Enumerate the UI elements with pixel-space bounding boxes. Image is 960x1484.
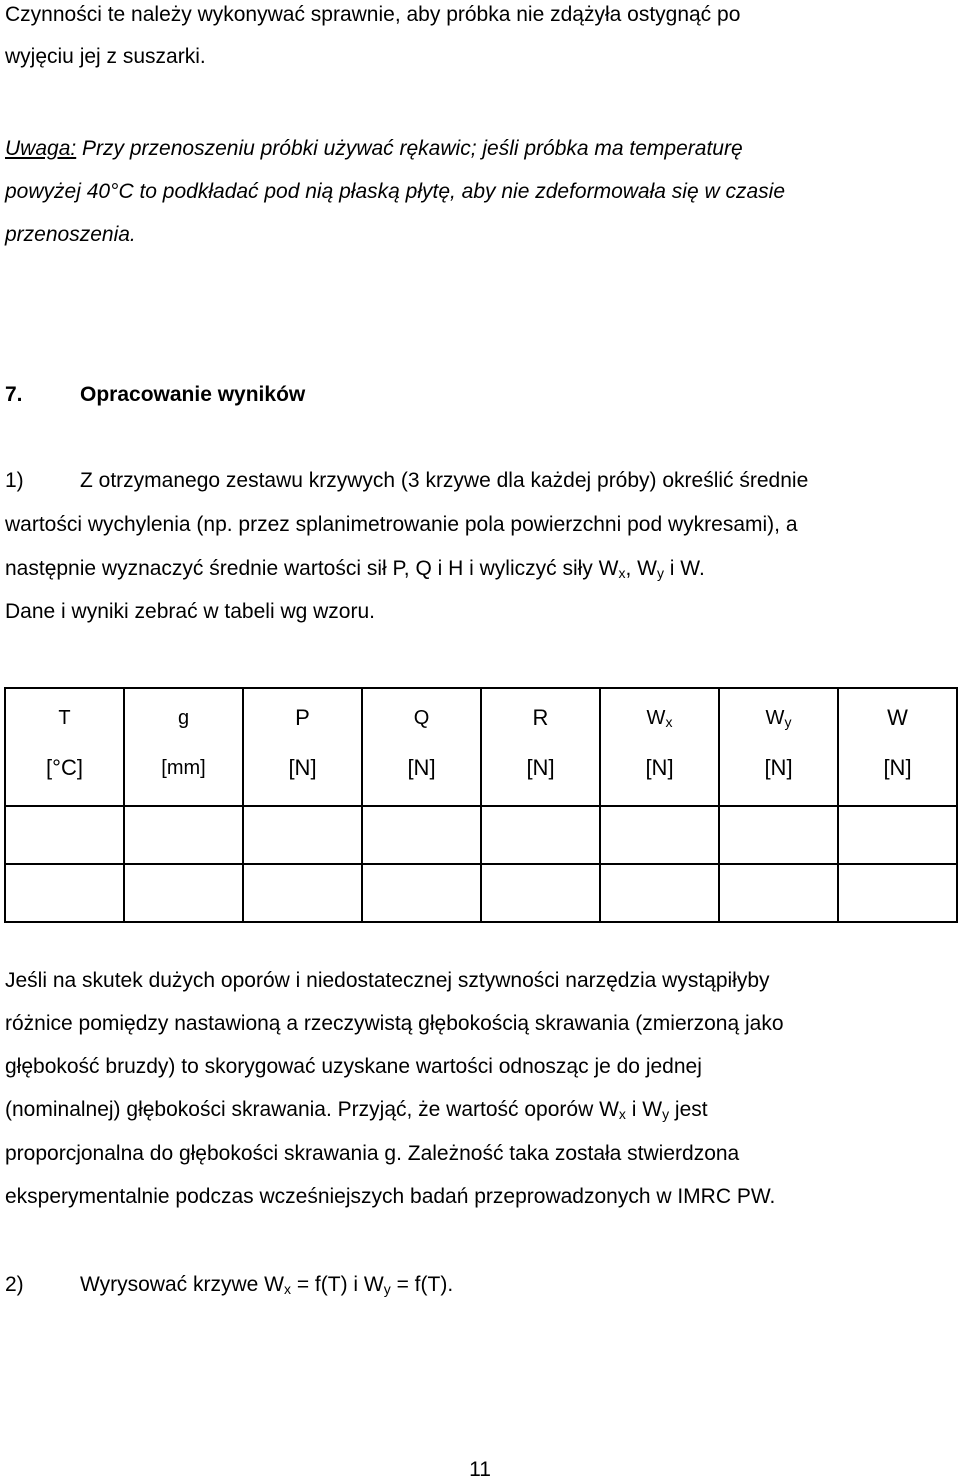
note-line-3: przenoszenia. (5, 223, 136, 246)
column-unit: [N] (764, 755, 793, 780)
column-symbol: P (295, 705, 310, 730)
paragraph2-line-3: głębokość bruzdy) to skorygować uzyskane wartości odnosząc je do jednej (5, 1055, 702, 1078)
column-unit: [N] (288, 755, 317, 780)
paragraph2-line-4-mid: i W (625, 1098, 663, 1121)
table-row (5, 806, 957, 864)
table-header-row (5, 688, 957, 806)
column-unit: [N] (883, 755, 912, 780)
table-cell (5, 864, 124, 922)
note-line-1 (5, 134, 743, 164)
note-line-1-text: Przy przenoszeniu próbki używać rękawic; jeśli próbka ma temperaturę (76, 137, 743, 160)
table-cell (124, 806, 243, 864)
column-symbol-letter: W (646, 707, 666, 729)
column-header-Wy (719, 688, 838, 806)
column-unit: [N] (526, 755, 555, 780)
column-header-W (838, 688, 957, 806)
table-cell (600, 864, 719, 922)
intro-line-2: wyjęciu jej z suszarki. (5, 45, 206, 68)
table-row (5, 864, 957, 922)
column-header-P (243, 688, 362, 806)
table-cell (838, 864, 957, 922)
column-symbol: g (177, 707, 190, 729)
column-symbol: Q (413, 707, 430, 729)
table-cell (600, 806, 719, 864)
step1-line-2: wartości wychylenia (np. przez splanimetrowanie pola powierzchni pod wykresami), a (5, 513, 798, 536)
column-symbol-sub: x (665, 714, 673, 730)
step2-text-post: = f(T). (390, 1273, 454, 1296)
column-unit: [N] (407, 755, 436, 780)
table-cell (124, 864, 243, 922)
paragraph2-line-4-pre: (nominalnej) głębokości skrawania. Przyjąć, że wartość oporów W (5, 1098, 619, 1121)
step1-line-3-pre: następnie wyznaczyć średnie wartości sił P, Q i H i wyliczyć siły W (5, 557, 619, 580)
column-symbol: R (532, 705, 549, 730)
paragraph2-line-1: Jeśli na skutek dużych oporów i niedostatecznej sztywności narzędzia wystąpiłyby (5, 969, 770, 992)
column-symbol (601, 703, 718, 733)
paragraph2-sub-x: x (618, 1106, 626, 1122)
paragraph2-line-2: różnice pomiędzy nastawioną a rzeczywistą głębokością skrawania (zmierzoną jako (5, 1012, 784, 1035)
step1-line-3-mid: , W (625, 557, 657, 580)
step1-sub-x: x (618, 565, 626, 581)
column-header-Wx (600, 688, 719, 806)
step2-text-pre: Wyrysować krzywe W (80, 1273, 284, 1296)
table-cell (481, 864, 600, 922)
table-cell (243, 864, 362, 922)
table-cell (243, 806, 362, 864)
section-number: 7. (5, 383, 23, 406)
table-cell (5, 806, 124, 864)
column-symbol (720, 703, 837, 733)
table-cell (838, 806, 957, 864)
column-unit: [°C] (46, 755, 83, 780)
step2-text-mid: = f(T) i W (290, 1273, 384, 1296)
note-label: Uwaga: (5, 137, 77, 160)
column-symbol: T (58, 707, 71, 729)
column-symbol-letter: W (765, 707, 785, 729)
paragraph2-line-4 (5, 1095, 708, 1125)
table-cell (481, 806, 600, 864)
paragraph2-line-4-post: jest (669, 1098, 708, 1121)
step1-line-3 (5, 554, 705, 584)
paragraph2-line-6: eksperymentalnie podczas wcześniejszych badań przeprowadzonych w IMRC PW. (5, 1185, 776, 1208)
table-cell (719, 806, 838, 864)
step2-number: 2) (5, 1273, 24, 1296)
step1-line-3-post: i W. (663, 557, 705, 580)
column-unit: [N] (645, 755, 674, 780)
step1-sub-y: y (656, 565, 664, 581)
table-cell (362, 806, 481, 864)
column-header-g (124, 688, 243, 806)
column-symbol-sub: y (784, 714, 792, 730)
page-number: 11 (469, 1458, 491, 1481)
column-header-Q (362, 688, 481, 806)
column-unit: [mm] (161, 757, 206, 779)
step1-number: 1) (5, 469, 24, 492)
step1-line-4: Dane i wyniki zebrać w tabeli wg wzoru. (5, 600, 375, 623)
results-table (4, 687, 958, 923)
section-title: Opracowanie wyników (80, 383, 306, 406)
column-header-R (481, 688, 600, 806)
paragraph2-line-5: proporcjonalna do głębokości skrawania g. Zależność taka została stwierdzona (5, 1142, 740, 1165)
paragraph2-sub-y: y (662, 1106, 670, 1122)
intro-line-1: Czynności te należy wykonywać sprawnie, aby próbka nie zdążyła ostygnąć po (5, 3, 741, 26)
step2-sub-x: x (283, 1281, 291, 1297)
column-symbol: W (887, 705, 908, 730)
table-cell (362, 864, 481, 922)
note-line-2: powyżej 40°C to podkładać pod nią płaską płytę, aby nie zdeformowała się w czasie (5, 180, 785, 203)
step2-sub-y: y (383, 1281, 391, 1297)
column-header-T (5, 688, 124, 806)
step1-line-1: Z otrzymanego zestawu krzywych (3 krzywe dla każdej próby) określić średnie (80, 469, 809, 492)
table-cell (719, 864, 838, 922)
step2-text (80, 1270, 453, 1300)
